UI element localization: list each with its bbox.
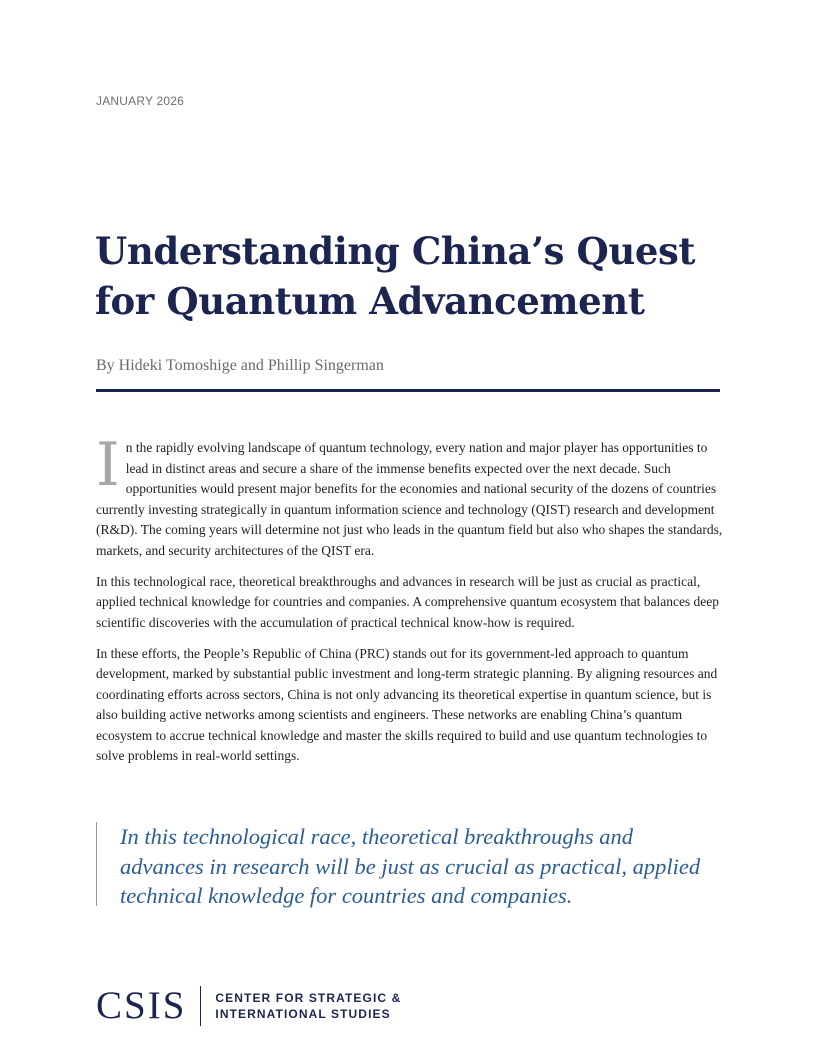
logo-divider bbox=[200, 986, 201, 1026]
article-body bbox=[96, 430, 726, 777]
logo-text bbox=[215, 990, 401, 1022]
page-title: Understanding China’s Quest for Quantum Advancement bbox=[95, 229, 696, 323]
paragraph-3: In these efforts, the People’s Republic of China (PRC) stands out for its government-led approach to quantum development, marked by substantial public investment and long-term strategic planning. By aligning resources and coordinating efforts across sectors, China is not only advancing its theoretical expertise in quantum science, but is also building active networks among scientists and engineers. These networks are enabling China’s quantum ecosystem to accrue technical knowledge and master the skills required to build and use quantum technologies to solve problems in real-world settings. bbox=[96, 645, 718, 763]
drop-cap: I bbox=[96, 430, 120, 500]
paragraph-1 bbox=[96, 430, 726, 561]
logo-mark: CSIS bbox=[96, 984, 187, 1027]
logo-text-line-1: CENTER FOR STRATEGIC & bbox=[215, 991, 402, 1005]
byline: By Hideki Tomoshige and Phillip Singerman bbox=[96, 357, 384, 374]
pull-quote bbox=[96, 822, 721, 906]
pull-quote-text: In this technological race, theoretical breakthroughs and advances in research will be just as crucial as practical, applied technical knowledge for countries and companies. bbox=[120, 824, 701, 908]
title-divider bbox=[96, 389, 720, 392]
paragraph-1-text: n the rapidly evolving landscape of quantum technology, every nation and major player has opportunities to lead in distinct areas and secure a share of the immense benefits expected over the next decade. Such opportunities would present major benefits for the economies and national security of the dozens of countries currently investing strategically in quantum information science and technology (QIST) research and development (R&D). The coming years will determine not just who leads in the quantum field but also who shapes the standards, markets, and security architectures of the QIST era. bbox=[96, 440, 723, 558]
paragraph-2: In this technological race, theoretical breakthroughs and advances in research will be just as crucial as practical, applied technical knowledge for countries and companies. A comprehensive quantum ecosystem that balances deep scientific discoveries with the accumulation of practical technical know-how is required. bbox=[96, 573, 720, 630]
logo-text-line-2: INTERNATIONAL STUDIES bbox=[215, 1007, 391, 1021]
publication-date: JANUARY 2026 bbox=[96, 94, 185, 108]
csis-logo bbox=[96, 986, 401, 1026]
